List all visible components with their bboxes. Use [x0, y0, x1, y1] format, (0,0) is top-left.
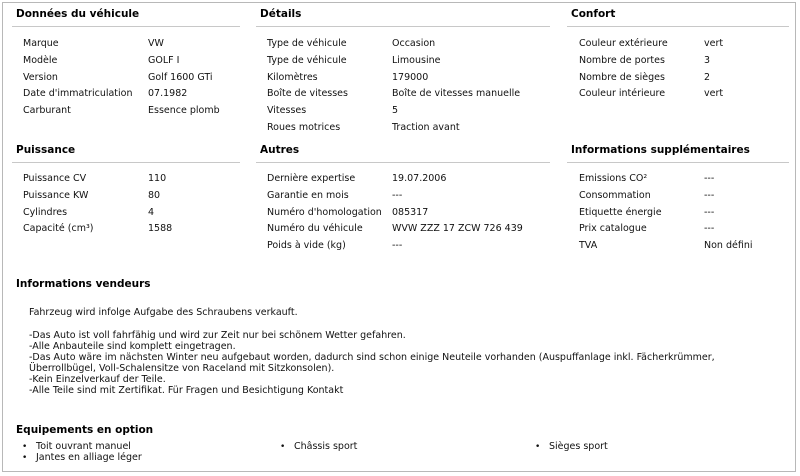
vehicle-data-label: Marque [23, 38, 59, 49]
comfort-label: Couleur intérieure [579, 88, 666, 99]
seller-description-line: -Das Auto wäre im nächsten Winter neu aufgebaut worden, dadurch sind schon einige Neuteile vorhanden (Auspuffanlage inkl. Fächerkrümmer, [29, 352, 715, 363]
bullet-icon: • [280, 442, 286, 452]
vehicle-data-label: Modèle [23, 55, 58, 66]
power-label: Puissance KW [23, 190, 89, 201]
others-label: Numéro d'homologation [267, 207, 382, 218]
extra-info-label: Consommation [579, 190, 651, 201]
vehicle-data-heading: Données du véhicule [16, 8, 140, 20]
comfort-value: 3 [704, 55, 711, 66]
extra-info-value: --- [704, 190, 715, 201]
others-value: 19.07.2006 [392, 173, 447, 184]
extra-info-label: Emissions CO² [579, 173, 648, 184]
details-value: Traction avant [392, 122, 460, 133]
equipment-item-label: Sièges sport [549, 441, 608, 452]
equipment-item-label: Jantes en alliage léger [36, 452, 142, 463]
others-label: Garantie en mois [267, 190, 349, 201]
equipment-item [22, 452, 142, 464]
vehicle-data-label: Date d'immatriculation [23, 88, 133, 99]
vehicle-data-value: 07.1982 [148, 88, 188, 99]
vehicle-data-value: GOLF I [148, 55, 180, 66]
vehicle-data-divider [12, 26, 240, 27]
power-divider [12, 162, 240, 163]
vehicle-data-value: Essence plomb [148, 105, 220, 116]
power-heading: Puissance [16, 144, 76, 156]
extra-info-value: --- [704, 173, 715, 184]
extra-info-value: Non défini [704, 240, 753, 251]
vehicle-data-value: VW [148, 38, 164, 49]
details-label: Boîte de vitesses [267, 88, 348, 99]
bullet-icon: • [22, 453, 28, 463]
seller-info-heading: Informations vendeurs [16, 278, 151, 290]
comfort-value: vert [704, 38, 724, 49]
details-value: 5 [392, 105, 399, 116]
comfort-divider [567, 26, 789, 27]
bullet-icon: • [22, 442, 28, 452]
vehicle-data-label: Version [23, 72, 58, 83]
equipment-item [535, 441, 608, 453]
details-heading: Détails [260, 8, 302, 20]
comfort-label: Nombre de sièges [579, 72, 665, 83]
seller-description-line: -Das Auto ist voll fahrfähig und wird zur Zeit nur bei schönem Wetter gefahren. [29, 330, 406, 341]
others-label: Dernière expertise [267, 173, 356, 184]
seller-intro-text: Fahrzeug wird infolge Aufgabe des Schraubens verkauft. [29, 307, 298, 318]
details-value: Limousine [392, 55, 441, 66]
equipment-item-label: Châssis sport [294, 441, 358, 452]
extra-info-label: Prix catalogue [579, 223, 647, 234]
seller-description-line: Überrollbügel, Voll-Schalensitze von Raceland mit Sitzkonsolen). [29, 363, 335, 374]
comfort-heading: Confort [571, 8, 616, 20]
details-value: Boîte de vitesses manuelle [392, 88, 521, 99]
comfort-value: vert [704, 88, 724, 99]
details-value: Occasion [392, 38, 436, 49]
power-value: 1588 [148, 223, 173, 234]
details-label: Roues motrices [267, 122, 341, 133]
extra-info-heading: Informations supplémentaires [571, 144, 750, 156]
comfort-label: Couleur extérieure [579, 38, 668, 49]
power-label: Puissance CV [23, 173, 87, 184]
extra-info-label: Etiquette énergie [579, 207, 662, 218]
bullet-icon: • [535, 442, 541, 452]
power-label: Cylindres [23, 207, 68, 218]
equipment-heading: Equipements en option [16, 424, 154, 436]
details-label: Type de véhicule [267, 38, 347, 49]
comfort-label: Nombre de portes [579, 55, 665, 66]
others-value: --- [392, 190, 403, 201]
details-label: Kilomètres [267, 72, 318, 83]
others-value: --- [392, 240, 403, 251]
power-value: 80 [148, 190, 161, 201]
others-value: 085317 [392, 207, 429, 218]
power-value: 110 [148, 173, 167, 184]
others-heading: Autres [260, 144, 300, 156]
extra-info-value: --- [704, 223, 715, 234]
others-label: Poids à vide (kg) [267, 240, 346, 251]
vehicle-data-value: Golf 1600 GTi [148, 72, 213, 83]
equipment-item [280, 441, 357, 453]
details-divider [256, 26, 550, 27]
details-value: 179000 [392, 72, 429, 83]
others-value: WVW ZZZ 17 ZCW 726 439 [392, 223, 523, 234]
seller-description-line: -Alle Teile sind mit Zertifikat. Für Fragen und Besichtigung Kontakt [29, 385, 344, 396]
others-label: Numéro du véhicule [267, 223, 363, 234]
details-label: Vitesses [267, 105, 307, 116]
extra-info-value: --- [704, 207, 715, 218]
vehicle-data-label: Carburant [23, 105, 71, 116]
power-label: Capacité (cm³) [23, 223, 94, 234]
extra-info-divider [567, 162, 789, 163]
others-divider [256, 162, 550, 163]
power-value: 4 [148, 207, 155, 218]
seller-description-line: -Alle Anbauteile sind komplett eingetragen. [29, 341, 236, 352]
extra-info-label: TVA [579, 240, 598, 251]
details-label: Type de véhicule [267, 55, 347, 66]
equipment-item-label: Toit ouvrant manuel [36, 441, 131, 452]
seller-description-line: -Kein Einzelverkauf der Teile. [29, 374, 166, 385]
comfort-value: 2 [704, 72, 711, 83]
